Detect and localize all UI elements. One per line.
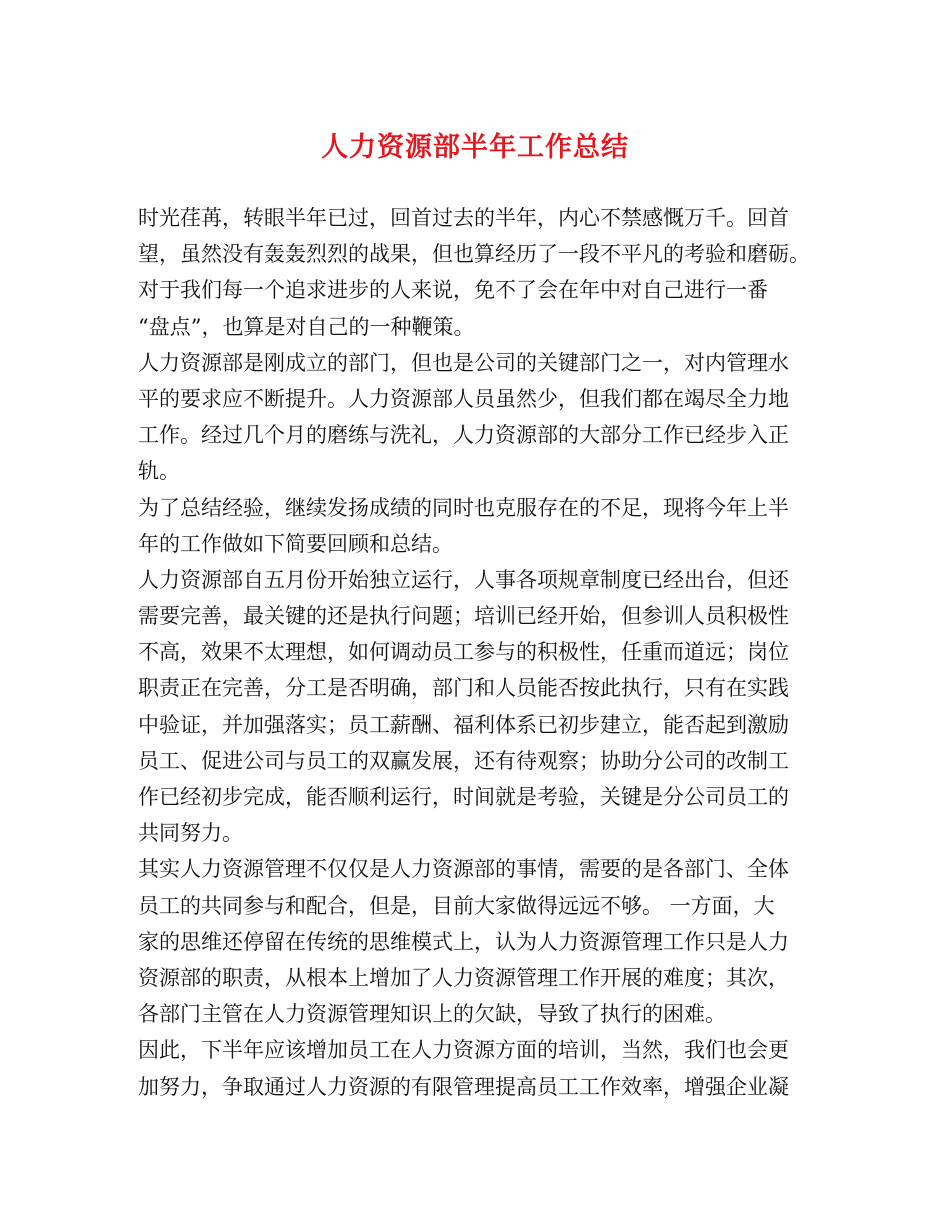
body-text-line: 轨。: [138, 459, 180, 484]
body-text-line: 年的工作做如下简要回顾和总结。: [138, 531, 453, 556]
body-text-line: 时光荏苒，转眼半年已过，回首过去的半年，内心不禁感慨万千。回首: [138, 206, 789, 230]
body-text-line: 共同努力。: [138, 821, 243, 846]
body-text-line: 家的思维还停留在传统的思维模式上，认为人力资源管理工作只是人力: [138, 929, 789, 954]
body-text-line: 各部门主管在人力资源管理知识上的欠缺，导致了执行的困难。: [138, 1002, 726, 1027]
document-body: [138, 200, 828, 1105]
body-text-line: 作已经初步完成，能否顺利运行，时间就是考验，关键是分公司员工的: [138, 785, 789, 809]
body-text-line: 中验证，并加强落实；员工薪酬、福利体系已初步建立，能否起到激励: [138, 712, 789, 737]
body-text-line: 平的要求应不断提升。人力资源部人员虽然少，但我们都在竭尽全力地: [138, 386, 789, 411]
body-text-line: 资源部的职责，从根本上增加了人力资源管理工作开展的难度；其次，: [138, 965, 789, 990]
body-text-line: 工作。经过几个月的磨练与洗礼，人力资源部的大部分工作已经步入正: [138, 423, 789, 448]
body-text-line: 员工的共同参与和配合，但是，目前大家做得远远不够。 一方面，大: [138, 893, 775, 918]
body-text-line: 其实人力资源管理不仅仅是人力资源部的事情，需要的是各部门、全体: [138, 857, 789, 882]
body-text-line: 需要完善，最关键的还是执行问题；培训已经开始，但参训人员积极性: [138, 604, 789, 629]
body-text-line: 不高，效果不太理想，如何调动员工参与的积极性，任重而道远；岗位: [138, 640, 789, 665]
body-text-line: 人力资源部自五月份开始独立运行，人事各项规章制度已经出台，但还: [138, 567, 789, 592]
body-text-line: 为了总结经验，继续发扬成绩的同时也克服存在的不足，现将今年上半: [138, 495, 789, 520]
body-text-line: 对于我们每一个追求进步的人来说，免不了会在年中对自己进行一番: [138, 278, 768, 303]
body-text-line: 因此，下半年应该增加员工在人力资源方面的培训，当然，我们也会更: [138, 1038, 789, 1063]
body-text-line: 望，虽然没有轰轰烈烈的战果，但也算经历了一段不平凡的考验和磨砺。: [138, 242, 810, 267]
body-text-line: “盘点”，也算是对自己的一种鞭策。: [138, 314, 475, 339]
body-text-line: 加努力，争取通过人力资源的有限管理提高员工工作效率，增强企业凝: [138, 1074, 789, 1099]
body-text-line: 人力资源部是刚成立的部门，但也是公司的关键部门之一，对内管理水: [138, 350, 789, 375]
body-text-line: 职责正在完善，分工是否明确，部门和人员能否按此执行，只有在实践: [138, 676, 789, 701]
body-text-line: 员工、促进公司与员工的双赢发展，还有待观察；协助分公司的改制工: [138, 748, 789, 773]
document-title: 人力资源部半年工作总结: [321, 132, 629, 163]
